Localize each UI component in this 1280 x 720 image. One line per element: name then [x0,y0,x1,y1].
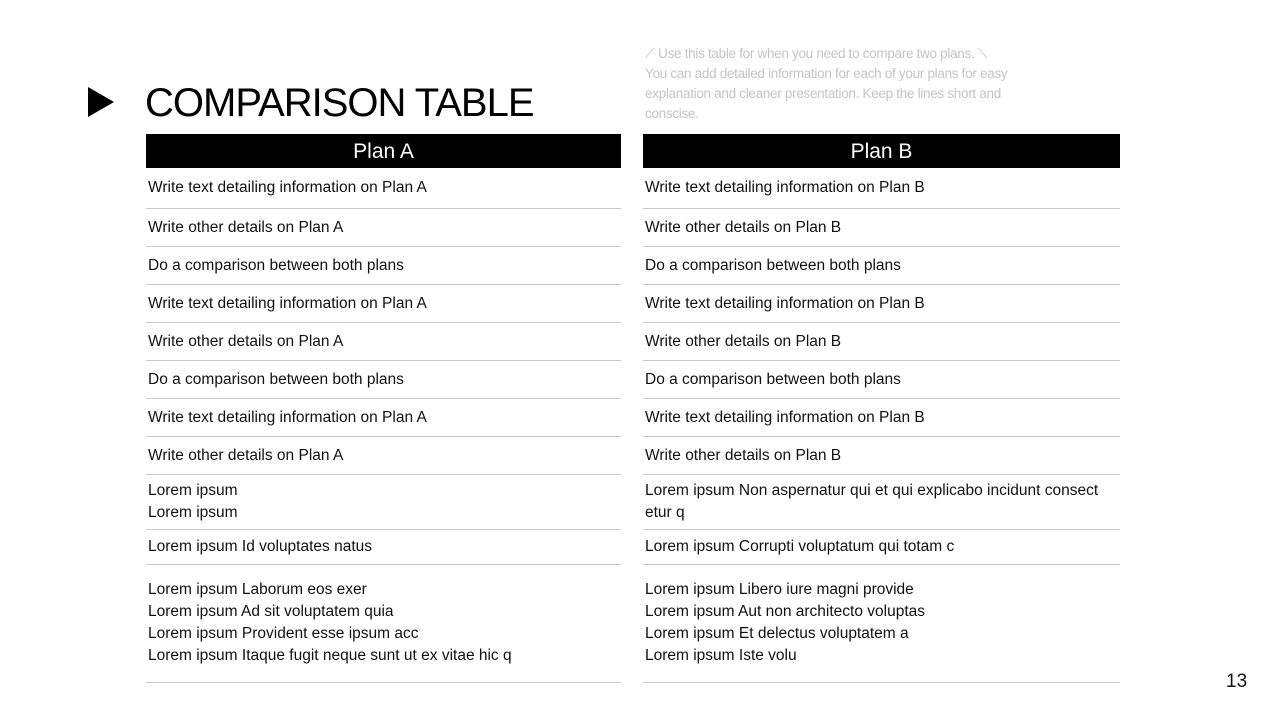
note-body: You can add detailed information for each of your plans for easy explanation and cleaner presentation. Keep the lines short and conscise. [645,66,1008,121]
table-row [146,475,621,530]
table-cell: Write text detailing information on Plan A [148,408,427,426]
table-cell: Lorem ipsum Non aspernatur qui et qui explicabo incidunt consect etur q [645,482,1099,521]
pen-stroke-icon: ⟋ [645,46,655,61]
table-row [146,285,621,323]
page-title: COMPARISON TABLE [145,81,534,125]
plan-a-header: Plan A [146,134,621,168]
pen-stroke-icon: ⟍ [977,46,988,61]
plan-a-column [146,134,621,683]
table-cell: Write other details on Plan B [645,332,842,350]
table-row [643,168,1120,209]
table-row [643,323,1120,361]
table-row [643,530,1120,565]
table-cell: Lorem ipsum Laborum eos exer Lorem ipsum Ad sit voluptatem quia Lorem ipsum Provident esse ipsum acc Lorem ipsum Itaque fugit neque sunt ut ex vitae hic q [148,581,512,664]
table-cell: Write text detailing information on Plan B [645,408,925,426]
table-row [146,323,621,361]
table-cell: Write other details on Plan B [645,218,842,236]
table-row [146,209,621,247]
table-cell: Write other details on Plan A [148,218,344,236]
table-cell: Write text detailing information on Plan B [645,294,925,312]
table-row [146,437,621,475]
table-cell: Write other details on Plan B [645,446,842,464]
table-row [146,168,621,209]
table-cell: Do a comparison between both plans [148,256,404,274]
page-number: 13 [1226,671,1248,692]
table-cell: Do a comparison between both plans [645,256,901,274]
table-cell: Write text detailing information on Plan B [645,179,925,196]
table-row [643,565,1120,683]
plan-b-column [643,134,1120,683]
table-cell: Write other details on Plan A [148,332,344,350]
table-row [146,399,621,437]
table-row [643,437,1120,475]
table-cell: Write other details on Plan A [148,446,344,464]
table-cell: Lorem ipsum Corrupti voluptatum qui totam c [645,538,955,555]
table-row [146,530,621,565]
triangle-arrow-icon [88,87,114,117]
table-cell: Write text detailing information on Plan A [148,294,427,312]
table-cell: Do a comparison between both plans [645,370,901,388]
table-row [146,361,621,399]
table-cell: Lorem ipsum Libero iure magni provide Lorem ipsum Aut non architecto voluptas Lorem ipsum Et delectus voluptatem a Lorem ipsum Iste volu [645,581,926,664]
plan-b-header: Plan B [643,134,1120,168]
table-row [146,565,621,683]
table-row [643,399,1120,437]
table-row [643,285,1120,323]
table-cell: Lorem ipsum Id voluptates natus [148,538,373,555]
table-row [146,247,621,285]
table-cell: Lorem ipsum Lorem ipsum [148,482,238,521]
instruction-note [645,44,1035,124]
table-row [643,475,1120,530]
table-row [643,209,1120,247]
table-cell: Write text detailing information on Plan A [148,179,427,196]
table-row [643,247,1120,285]
table-row [643,361,1120,399]
note-first-line: Use this table for when you need to compare two plans. [658,46,975,61]
table-cell: Do a comparison between both plans [148,370,404,388]
